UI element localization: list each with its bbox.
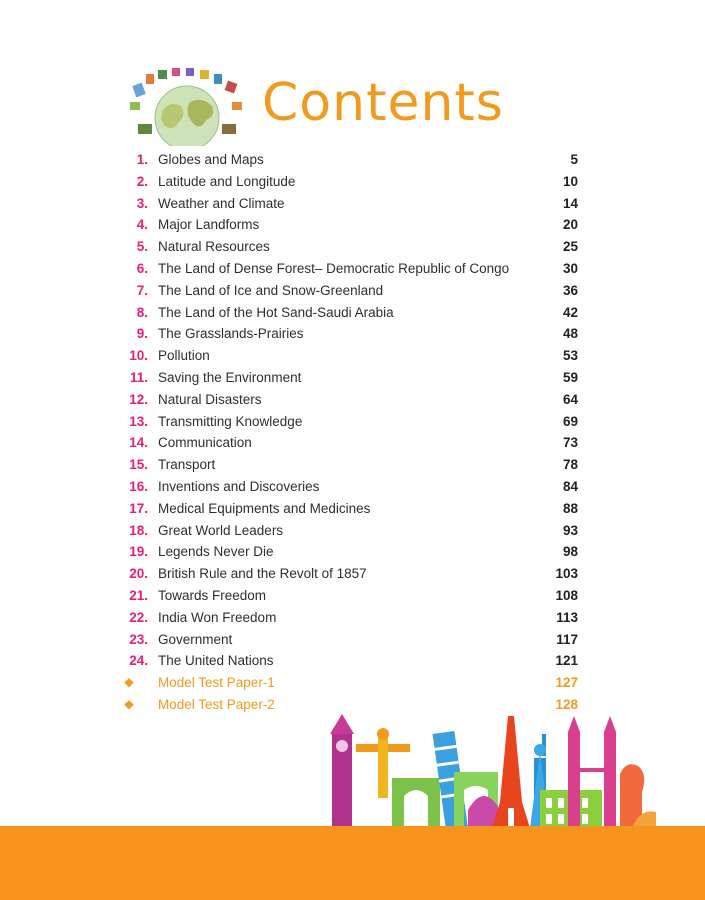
page-number: 108 — [555, 588, 578, 603]
chapter-title: The Land of the Hot Sand-Saudi Arabia — [158, 304, 394, 320]
chapter-title: Inventions and Discoveries — [158, 479, 320, 494]
toc-row — [0, 215, 705, 235]
world-landmarks-illustration — [322, 712, 656, 828]
page-number: 30 — [562, 261, 578, 276]
chapter-title: Major Landforms — [158, 217, 260, 233]
page-number: 128 — [555, 697, 578, 712]
chapter-title: Government — [158, 631, 233, 647]
chapter-title: Pollution — [158, 348, 210, 364]
chapter-number: 20. — [129, 566, 148, 582]
chapter-title: Saving the Environment — [158, 370, 302, 385]
toc-row — [0, 303, 705, 323]
page-number: 64 — [562, 391, 578, 407]
chapter-title: Legends Never Die — [158, 544, 274, 560]
toc-row — [0, 564, 705, 584]
chapter-title: British Rule and the Revolt of 1857 — [158, 566, 367, 582]
page-number: 103 — [555, 566, 578, 582]
page-number: 5 — [570, 152, 578, 167]
toc-row — [0, 542, 705, 562]
chapter-number: 22. — [129, 609, 148, 625]
chapter-title: Transmitting Knowledge — [158, 413, 303, 429]
toc-row — [0, 455, 705, 475]
chapter-title: Natural Resources — [158, 239, 270, 255]
chapter-number: 1. — [136, 152, 148, 167]
chapter-number: 16. — [129, 479, 148, 494]
toc-row — [0, 521, 705, 541]
chapter-number: 21. — [129, 588, 148, 603]
model-test-title: Model Test Paper-2 — [158, 697, 275, 712]
toc-row-model-test — [0, 673, 705, 693]
chapter-number: 2. — [136, 173, 148, 189]
page-number: 73 — [562, 435, 578, 451]
page-number: 113 — [556, 609, 578, 625]
page-number: 14 — [562, 195, 578, 211]
chapter-title: Weather and Climate — [158, 195, 285, 211]
page-number: 98 — [562, 544, 578, 560]
chapter-title: Transport — [158, 457, 216, 473]
page-number: 25 — [562, 239, 578, 255]
chapter-number: 4. — [136, 217, 148, 233]
chapter-number: 11. — [129, 370, 148, 385]
chapter-number: 15. — [129, 457, 148, 473]
chapter-title: Natural Disasters — [158, 391, 262, 407]
chapter-number: 3. — [136, 195, 148, 211]
page-number: 84 — [562, 479, 578, 494]
chapter-title: Communication — [158, 435, 252, 451]
page-title: Contents — [262, 73, 504, 133]
chapter-title: Medical Equipments and Medicines — [158, 500, 371, 516]
chapter-number: 17. — [129, 500, 148, 516]
page-number: 69 — [562, 413, 578, 429]
chapter-number: 10. — [129, 348, 148, 364]
page-number: 121 — [555, 653, 578, 669]
toc-row — [0, 608, 705, 628]
page-number: 53 — [562, 348, 578, 364]
toc-row — [0, 259, 705, 279]
chapter-title: India Won Freedom — [158, 609, 277, 625]
page-number: 59 — [562, 370, 578, 385]
chapter-number: 8. — [136, 304, 148, 320]
footer-band — [0, 826, 705, 900]
page-number: 42 — [562, 304, 578, 320]
toc-row — [0, 150, 705, 170]
chapter-number: 19. — [129, 544, 148, 560]
toc-row — [0, 630, 705, 650]
chapter-number: 5. — [136, 239, 148, 255]
chapter-number: 9. — [136, 326, 148, 342]
chapter-number: 18. — [129, 522, 148, 538]
toc-row — [0, 477, 705, 497]
chapter-title: Latitude and Longitude — [158, 173, 296, 189]
page-number: 78 — [562, 457, 578, 473]
page-number: 20 — [562, 217, 578, 233]
toc-row — [0, 651, 705, 671]
toc-row — [0, 368, 705, 388]
toc-row — [0, 324, 705, 344]
page-number: 36 — [562, 282, 578, 298]
page-number: 88 — [562, 500, 578, 516]
toc-row — [0, 237, 705, 257]
chapter-number: 14. — [129, 435, 148, 451]
chapter-title: Globes and Maps — [158, 152, 264, 167]
toc-row — [0, 499, 705, 519]
page-number: 93 — [562, 522, 578, 538]
page-number: 48 — [562, 326, 578, 342]
toc-row — [0, 194, 705, 214]
diamond-bullet-icon: ❖ — [123, 698, 135, 712]
chapter-title: The Land of Ice and Snow-Greenland — [158, 282, 384, 298]
chapter-title: The Land of Dense Forest– Democratic Republic of Congo — [158, 261, 510, 276]
page-number: 10 — [562, 173, 578, 189]
chapter-number: 7. — [136, 282, 148, 298]
chapter-title: Great World Leaders — [158, 522, 284, 538]
page-number: 127 — [555, 675, 578, 691]
model-test-title: Model Test Paper-1 — [158, 675, 275, 691]
toc-row — [0, 172, 705, 192]
chapter-title: The United Nations — [158, 653, 274, 669]
chapter-number: 23. — [129, 631, 148, 647]
toc-row — [0, 346, 705, 366]
page-number: 117 — [556, 631, 578, 647]
chapter-number: 6. — [136, 261, 148, 276]
globe-illustration — [128, 66, 246, 146]
diamond-bullet-icon: ❖ — [123, 676, 135, 691]
toc-row — [0, 281, 705, 301]
chapter-number: 12. — [129, 391, 148, 407]
toc-row — [0, 412, 705, 432]
chapter-number: 13. — [129, 413, 148, 429]
toc-row — [0, 390, 705, 410]
chapter-number: 24. — [129, 653, 148, 669]
toc-row — [0, 433, 705, 453]
chapter-title: Towards Freedom — [158, 588, 267, 603]
chapter-title: The Grasslands-Prairies — [158, 326, 304, 342]
toc-row — [0, 586, 705, 606]
